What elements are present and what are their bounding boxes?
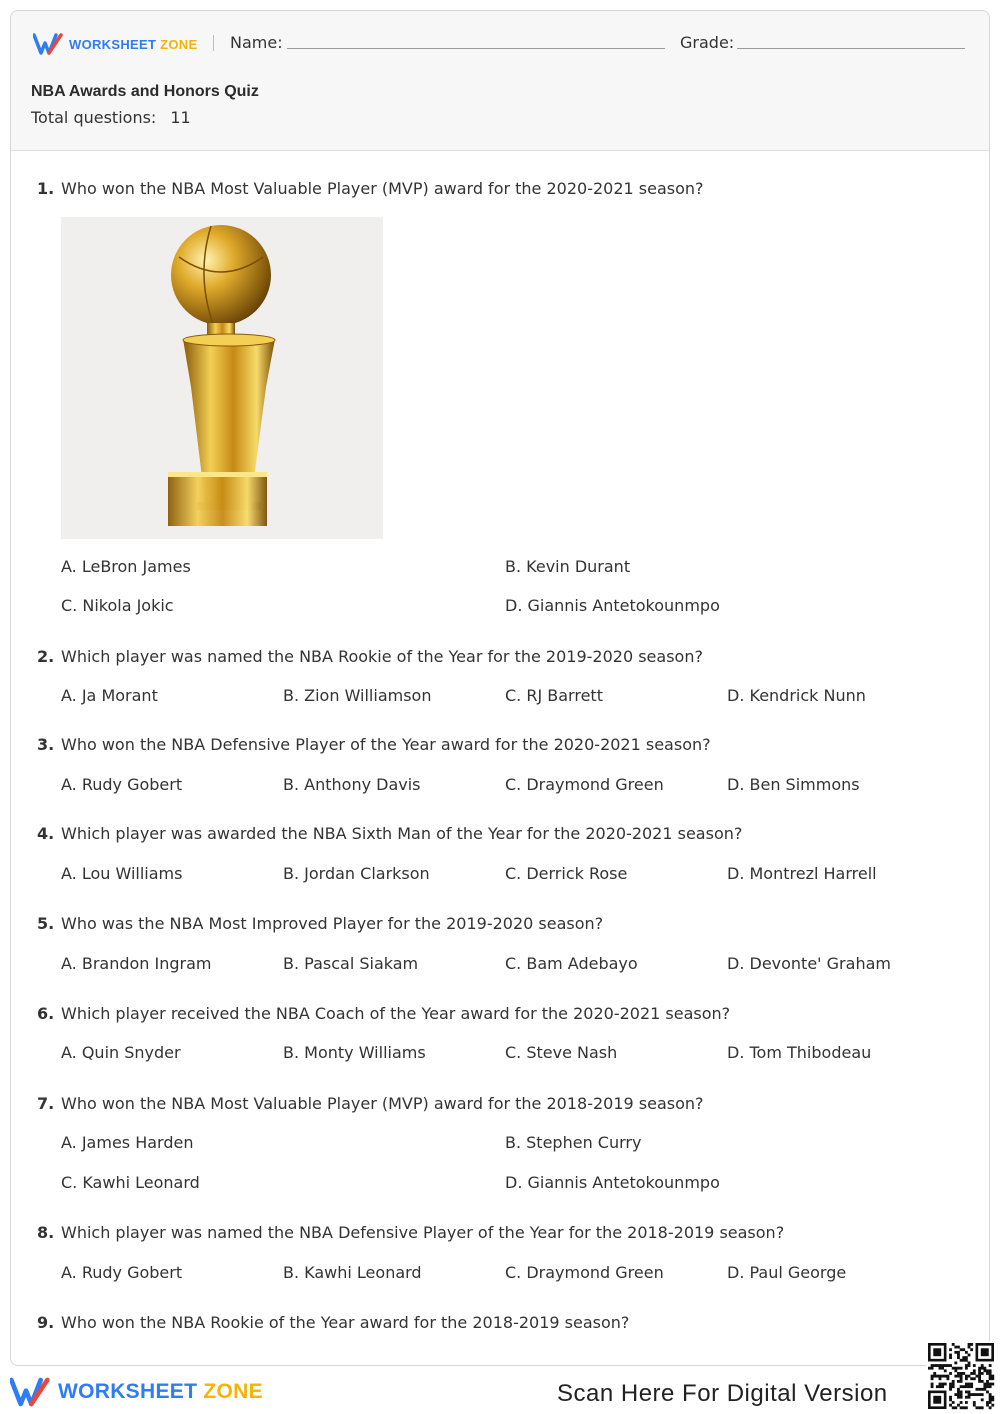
footer-brand-logo: [10, 1377, 263, 1407]
quiz-title: NBA Awards and Honors Quiz: [31, 83, 259, 100]
brand-word-1: WORKSHEET: [58, 1380, 198, 1403]
brand-word-1: WORKSHEET: [69, 36, 157, 52]
question-number: 6.: [37, 1004, 55, 1023]
option-b[interactable]: B. Anthony Davis: [283, 775, 421, 794]
option-a[interactable]: A. Rudy Gobert: [61, 775, 183, 794]
worksheet-header: [11, 11, 989, 151]
option-c[interactable]: C. Bam Adebayo: [505, 954, 638, 973]
option-a[interactable]: A. Lou Williams: [61, 864, 183, 883]
option-c[interactable]: C. Nikola Jokic: [61, 596, 174, 615]
option-b[interactable]: B. Monty Williams: [283, 1043, 426, 1062]
question-number: 9.: [37, 1313, 55, 1332]
option-b[interactable]: B. Kevin Durant: [505, 557, 631, 576]
question-text: Who won the NBA Defensive Player of the Year award for the 2020-2021 season?: [61, 735, 711, 754]
option-d[interactable]: D. Montrezl Harrell: [727, 864, 877, 883]
option-d[interactable]: D. Kendrick Nunn: [727, 686, 866, 705]
brand-word-2: ZONE: [160, 36, 198, 52]
option-c[interactable]: C. Draymond Green: [505, 1263, 664, 1282]
option-a[interactable]: A. James Harden: [61, 1133, 194, 1152]
question-number: 8.: [37, 1223, 55, 1242]
footer-brand-name: [58, 1380, 263, 1404]
option-b[interactable]: B. Pascal Siakam: [283, 954, 419, 973]
brand-logo: [33, 33, 197, 55]
worksheetzone-logo-icon: [10, 1377, 50, 1407]
question-number: 7.: [37, 1094, 55, 1113]
question-number: 5.: [37, 914, 55, 933]
question-text: Which player was named the NBA Defensive Player of the Year for the 2018-2019 season?: [61, 1223, 785, 1242]
option-c[interactable]: C. Steve Nash: [505, 1043, 618, 1062]
question-number: 1.: [37, 179, 55, 198]
brand-name: [69, 37, 197, 52]
total-questions-count: 11: [170, 108, 191, 127]
total-questions-label: Total questions:: [31, 108, 157, 127]
option-b[interactable]: B. Zion Williamson: [283, 686, 432, 705]
qr-code-icon[interactable]: [926, 1341, 996, 1411]
question-text: Which player was named the NBA Rookie of the Year for the 2019-2020 season?: [61, 647, 703, 666]
option-d[interactable]: D. Paul George: [727, 1263, 847, 1282]
qr-code-graphic: [926, 1341, 996, 1411]
option-a[interactable]: A. LeBron James: [61, 557, 191, 576]
option-c[interactable]: C. Derrick Rose: [505, 864, 628, 883]
question-number: 3.: [37, 735, 55, 754]
name-label: Name:: [230, 33, 283, 52]
option-a[interactable]: A. Brandon Ingram: [61, 954, 212, 973]
total-questions: [31, 108, 191, 127]
question-text: Who won the NBA Most Valuable Player (MVP) award for the 2020-2021 season?: [61, 179, 704, 198]
option-c[interactable]: C. RJ Barrett: [505, 686, 603, 705]
option-c[interactable]: C. Kawhi Leonard: [61, 1173, 200, 1192]
option-c[interactable]: C. Draymond Green: [505, 775, 664, 794]
option-d[interactable]: D. Tom Thibodeau: [727, 1043, 872, 1062]
option-d[interactable]: D. Devonte' Graham: [727, 954, 891, 973]
question-text: Who won the NBA Rookie of the Year award for the 2018-2019 season?: [61, 1313, 630, 1332]
option-b[interactable]: B. Jordan Clarkson: [283, 864, 430, 883]
grade-label: Grade:: [680, 33, 735, 52]
brand-word-2: ZONE: [203, 1380, 263, 1403]
question-number: 2.: [37, 647, 55, 666]
option-b[interactable]: B. Stephen Curry: [505, 1133, 642, 1152]
question-text: Which player was awarded the NBA Sixth Man of the Year for the 2020-2021 season?: [61, 824, 743, 843]
worksheetzone-logo-icon: [33, 33, 63, 55]
option-d[interactable]: D. Ben Simmons: [727, 775, 860, 794]
trophy-icon: [61, 217, 383, 539]
header-divider: [213, 35, 214, 51]
question-text: Which player received the NBA Coach of the Year award for the 2020-2021 season?: [61, 1004, 731, 1023]
question-number: 4.: [37, 824, 55, 843]
option-a[interactable]: A. Rudy Gobert: [61, 1263, 183, 1282]
trophy-image: [61, 217, 383, 539]
name-field-line[interactable]: [287, 48, 665, 49]
question-text: Who won the NBA Most Valuable Player (MVP) award for the 2018-2019 season?: [61, 1094, 704, 1113]
option-d[interactable]: D. Giannis Antetokounmpo: [505, 1173, 720, 1192]
scan-digital-version-text: Scan Here For Digital Version: [557, 1380, 888, 1407]
worksheet-page: [10, 10, 990, 1366]
grade-field-line[interactable]: [737, 48, 965, 49]
question-text: Who was the NBA Most Improved Player for the 2019-2020 season?: [61, 914, 604, 933]
option-a[interactable]: A. Quin Snyder: [61, 1043, 181, 1062]
option-b[interactable]: B. Kawhi Leonard: [283, 1263, 422, 1282]
option-d[interactable]: D. Giannis Antetokounmpo: [505, 596, 720, 615]
option-a[interactable]: A. Ja Morant: [61, 686, 158, 705]
